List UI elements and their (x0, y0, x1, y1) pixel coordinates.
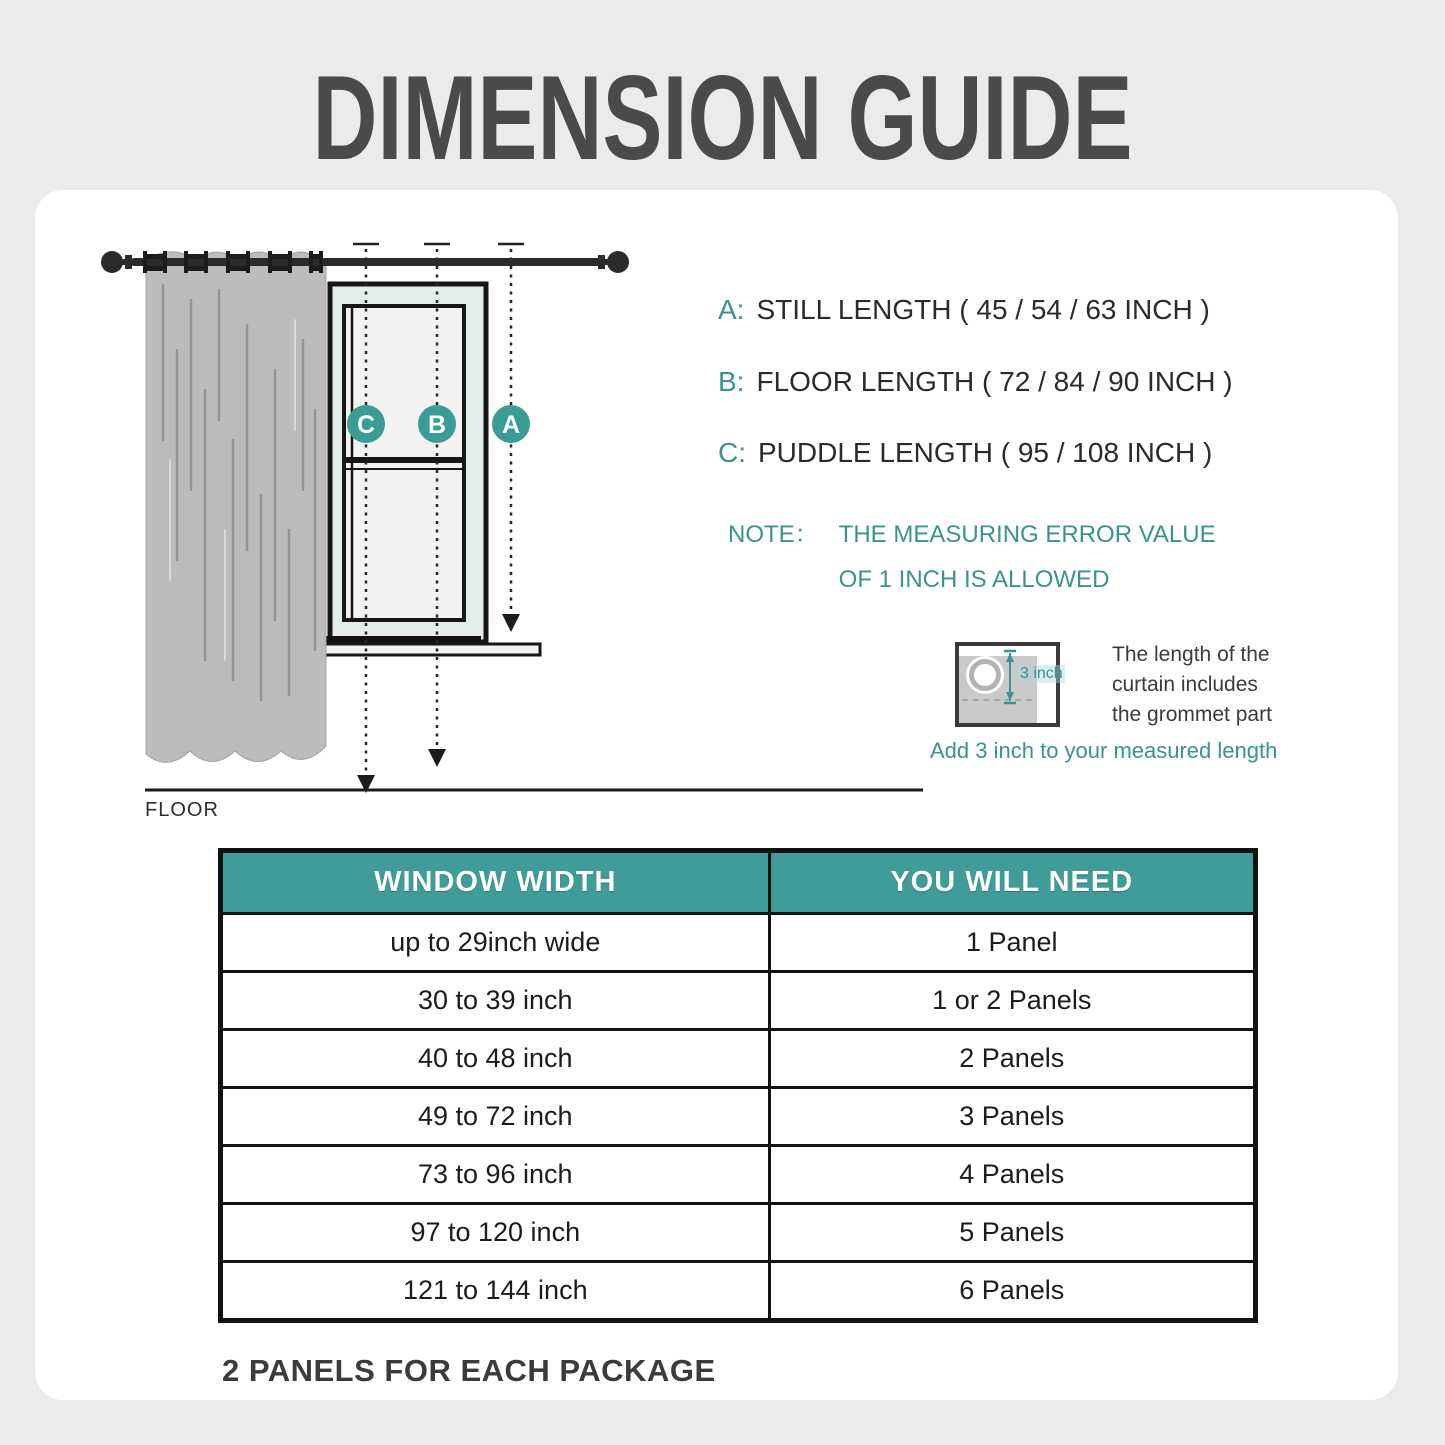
note-line-2: OF 1 INCH IS ALLOWED (838, 566, 1110, 593)
table-row (221, 1030, 1256, 1088)
length-line-b (718, 365, 1233, 399)
grommet-tip: Add 3 inch to your measured length (930, 738, 1278, 763)
length-text-c: PUDDLE LENGTH ( 95 / 108 INCH ) (758, 437, 1213, 468)
grommet-description (1112, 640, 1272, 730)
note-label: NOTE： (728, 521, 819, 548)
window-width-cell: 73 to 96 inch (221, 1146, 770, 1204)
table-row (221, 1204, 1256, 1262)
length-line-a (718, 293, 1210, 327)
window-width-cell: 40 to 48 inch (221, 1030, 770, 1088)
table-row (221, 1088, 1256, 1146)
grommet-desc-line-1: The length of the (1112, 643, 1270, 666)
panel-count-table (218, 848, 1258, 1323)
table-row (221, 1262, 1256, 1321)
window-sill-ledge (323, 644, 540, 655)
window-width-cell: up to 29inch wide (221, 914, 770, 972)
grommet-measure-arrow-icon (1003, 649, 1017, 705)
length-key-a: A: (718, 294, 745, 325)
package-note: 2 PANELS FOR EACH PACKAGE (222, 1353, 716, 1388)
marker-label-a: A (501, 411, 521, 439)
length-text-a: STILL LENGTH ( 45 / 54 / 63 INCH ) (756, 294, 1210, 325)
marker-label-b: B (427, 411, 447, 439)
note-body (839, 512, 1216, 602)
window-width-cell: 121 to 144 inch (221, 1262, 770, 1321)
table-header-window-width: WINDOW WIDTH (221, 851, 770, 914)
floor-label: FLOOR (145, 799, 219, 821)
table-header-you-will-need: YOU WILL NEED (769, 851, 1255, 914)
length-key-b: B: (718, 366, 745, 397)
rod-finial-left (101, 251, 123, 273)
panels-needed-cell: 6 Panels (769, 1262, 1255, 1321)
table-row (221, 914, 1256, 972)
curtain-illustration (146, 252, 326, 763)
measure-markers (347, 405, 530, 443)
panels-needed-cell: 1 Panel (769, 914, 1255, 972)
length-text-b: FLOOR LENGTH ( 72 / 84 / 90 INCH ) (756, 366, 1233, 397)
grommet-desc-line-3: the grommet part (1112, 703, 1272, 726)
table-row (221, 972, 1256, 1030)
panels-needed-cell: 3 Panels (769, 1088, 1255, 1146)
grommet-diagram (955, 642, 1063, 727)
panels-needed-cell: 5 Panels (769, 1204, 1255, 1262)
content-card (35, 190, 1398, 1400)
grommet-desc-line-2: curtain includes (1112, 673, 1258, 696)
table-header-row (221, 851, 1256, 914)
marker-label-c: C (356, 411, 376, 439)
grommet-ring-icon (969, 659, 1001, 691)
length-line-c (718, 436, 1212, 470)
grommet-dashed-line (962, 699, 1032, 701)
note-line-1: THE MEASURING ERROR VALUE (838, 521, 1216, 548)
panels-needed-cell: 2 Panels (769, 1030, 1255, 1088)
rod-finial-right (607, 251, 629, 273)
window-width-cell: 97 to 120 inch (221, 1204, 770, 1262)
length-key-c: C: (718, 437, 746, 468)
measuring-note (728, 512, 1216, 602)
window-width-cell: 30 to 39 inch (221, 972, 770, 1030)
window-width-cell: 49 to 72 inch (221, 1088, 770, 1146)
panels-needed-cell: 1 or 2 Panels (769, 972, 1255, 1030)
table-row (221, 1146, 1256, 1204)
window-illustration (323, 284, 540, 655)
panels-needed-cell: 4 Panels (769, 1146, 1255, 1204)
grommet-measure-label: 3 inch (1020, 665, 1063, 682)
page-title: DIMENSION GUIDE (312, 51, 1133, 185)
